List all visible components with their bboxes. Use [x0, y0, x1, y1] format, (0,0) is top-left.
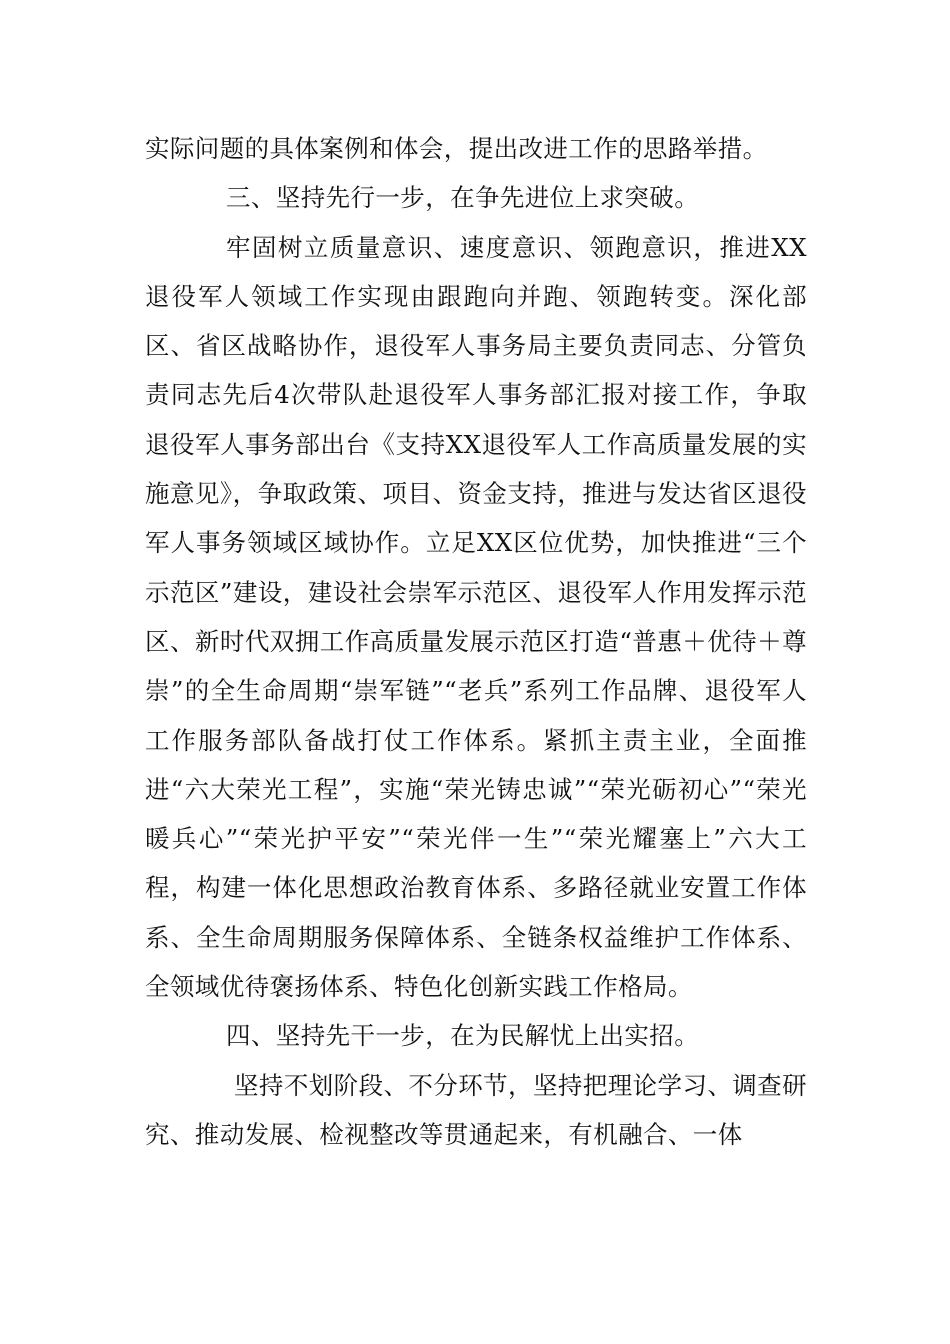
section-heading-four: 四、坚持先干一步，在为民解忧上出实招。	[226, 1021, 700, 1051]
document-body	[145, 124, 807, 1159]
paragraph-continuation: 实际问题的具体案例和体会，提出改进工作的思路举措。	[145, 134, 768, 163]
paragraph-section-four-body: 坚持不划阶段、不分环节，坚持把理论学习、调查研究、推动发展、检视整改等贯通起来，有机融合、一体	[145, 1070, 807, 1149]
paragraph-section-three-body: 牢固树立质量意识、速度意识、领跑意识，推进XX退役军人领域工作实现由跟跑向并跑、领跑转变。深化部区、省区战略协作，退役军人事务局主要负责同志、分管负责同志先后4次带队赴退役军人事务部汇报对接工作，争取退役军人事务部出台《支持XX退役军人工作高质量发展的实施意见》，争取政策、项目、资金支持，推进与发达省区退役军人事务领域区域协作。立足XX区位优势，加快推进“三个示范区”建设，建设社会崇军示范区、退役军人作用发挥示范区、新时代双拥工作高质量发展示范区打造“普惠＋优待＋尊崇”的全生命周期“崇军链”“老兵”系列工作品牌、退役军人工作服务部队备战打仗工作体系。紧抓主责主业，全面推进“六大荣光工程”，实施“荣光铸忠诚”“荣光砺初心”“荣光暖兵心”“荣光护平安”“荣光伴一生”“荣光耀塞上”六大工程，构建一体化思想政治教育体系、多路径就业安置工作体系、全生命周期服务保障体系、全链条权益维护工作体系、全领域优待褒扬体系、特色化创新实践工作格局。	[145, 232, 807, 1002]
section-heading-three: 三、坚持先行一步，在争先进位上求突破。	[226, 183, 700, 213]
